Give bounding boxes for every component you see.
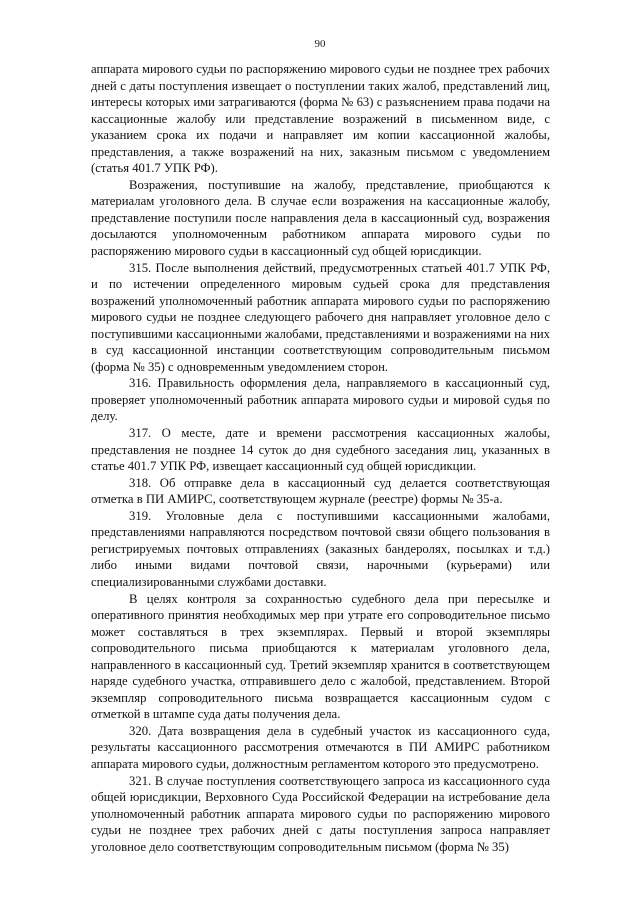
- document-body: [91, 61, 550, 855]
- paragraph-320: 320. Дата возвращения дела в судебный участок из кассационного суда, результаты кассационного рассмотрения отмечаются в ПИ АМИРС работником аппарата мирового судьи, должностным регламентом которого это предусмотрено.: [91, 723, 550, 771]
- paragraph-control: В целях контроля за сохранностью судебного дела при пересылке и оперативного принятия необходимых мер при утрате его сопроводительное письмо может составляться в трех экземплярах. Первый и второй экземпляры сопроводительного письма приобщаются к материалам уголовного дела, направленного в кассационный суд. Третий экземпляр хранится в соответствующем наряде судебного участка, отправившего дело с жалобой, представлением. Второй экземпляр сопроводительного письма возвращается кассационным судом с отметкой в штампе суда даты получения дела.: [91, 591, 550, 722]
- paragraph-objections: Возражения, поступившие на жалобу, представление, приобщаются к материалам уголовного дела. В случае если возражения на кассационные жалобу, представление поступили после направления дела в кассационный суд, возражения досылаются уполномоченным работником аппарата мирового судьи по распоряжению мирового судьи в кассационный суд общей юрисдикции.: [91, 177, 550, 259]
- page-number: 90: [314, 38, 326, 50]
- paragraph-317: 317. О месте, дате и времени рассмотрения кассационных жалобы, представления не позднее 14 суток до дня судебного заседания лиц, указанных в статье 401.7 УПК РФ, извещает кассационный суд общей юрисдикции.: [91, 426, 550, 474]
- paragraph-315: 315. После выполнения действий, предусмотренных статьей 401.7 УПК РФ, и по истечении определенного мировым судьей срока для представления возражений уполномоченный работник аппарата мирового судьи по распоряжению мирового судьи не позднее следующего рабочего дня направляет уголовное дело с поступившими кассационными жалобами, представлениями и возражениями на них в суд кассационной инстанции соответствующим сопроводительным письмом (форма № 35) с одновременным уведомлением сторон.: [91, 260, 550, 374]
- paragraph-318: 318. Об отправке дела в кассационный суд делается соответствующая отметка в ПИ АМИРС, соответствующем журнале (реестре) формы № 35-а.: [91, 475, 550, 507]
- paragraph-319: 319. Уголовные дела с поступившими кассационными жалобами, представлениями направляются посредством почтовой связи общего пользования в регистрируемых почтовых отправлениях (заказных бандеролях, посылках и т.д.) либо иными видами почтовой связи, нарочными (курьерами) или специализированными службами доставки.: [91, 508, 550, 589]
- paragraph-316: 316. Правильность оформления дела, направляемого в кассационный суд, проверяет уполномоченный работник аппарата мирового судьи и мировой судья по делу.: [91, 376, 550, 424]
- paragraph-321: 321. В случае поступления соответствующего запроса из кассационного суда общей юрисдикции, Верховного Суда Российской Федерации на истребование дела уполномоченный работник аппарата мирового судьи по распоряжению мирового судьи не позднее трех рабочих дней с даты поступления запроса направляет уголовное дело соответствующим сопроводительным письмом (форма № 35): [91, 773, 550, 854]
- paragraph-continuation: аппарата мирового судьи по распоряжению мирового судьи не позднее трех рабочих дней с даты поступления извещает о поступлении таких жалоб, представлений лиц, интересы которых ими затрагиваются (форма № 63) с разъяснением права подачи на кассационные жалобу или представление возражений в письменном виде, с указанием срока их подачи и направляет им копии кассационной жалобы, представления, а также возражений на них, заказным письмом с уведомлением (статья 401.7 УПК РФ).: [91, 62, 550, 176]
